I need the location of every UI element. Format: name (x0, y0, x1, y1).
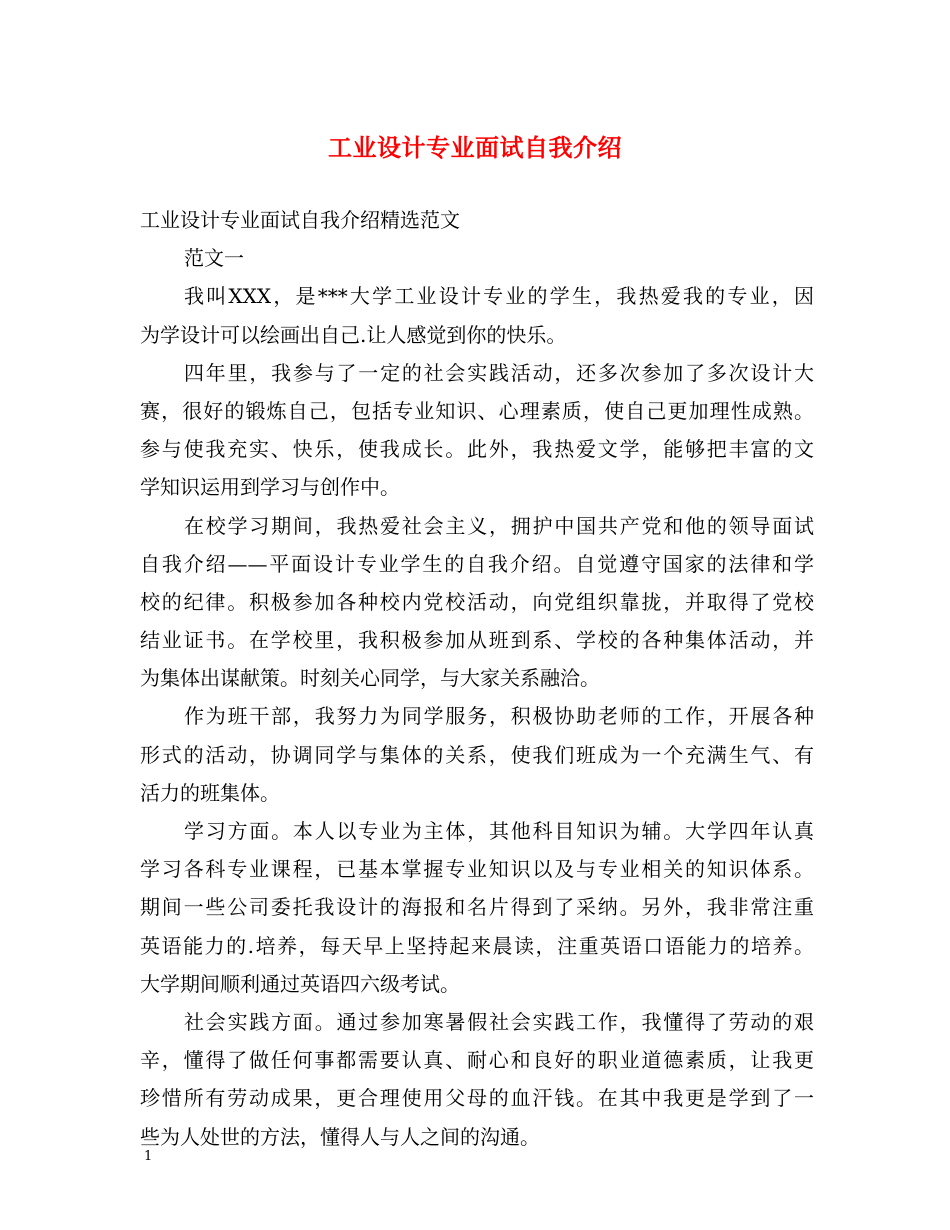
document-body (140, 201, 814, 1156)
body-line: 社会实践方面。通过参加寒暑假社会实践工作，我懂得了劳动的艰 (184, 1009, 814, 1034)
body-line: 大学期间顺利通过英语四六级考试。 (140, 971, 460, 996)
body-line: 在校学习期间，我热爱社会主义，拥护中国共产党和他的领导面试 (184, 513, 814, 538)
body-line: 活力的班集体。 (140, 780, 280, 805)
body-line: 学习方面。本人以专业为主体，其他科目知识为辅。大学四年认真 (184, 819, 814, 843)
body-line: 为集体出谋献策。时刻关心同学，与大家关系融洽。 (140, 666, 600, 691)
body-line: 期间一些公司委托我设计的海报和名片得到了采纳。另外，我非常注重 (140, 895, 814, 920)
body-line: 辛，懂得了做任何事都需要认真、耐心和良好的职业道德素质，让我更 (140, 1048, 814, 1073)
body-line: 为学设计可以绘画出自己.让人感觉到你的快乐。 (140, 322, 567, 347)
body-line: 形式的活动，协调同学与集体的关系，使我们班成为一个充满生气、有 (140, 742, 814, 767)
body-line: 学习各科专业课程，已基本掌握专业知识以及与专业相关的知识体系。 (140, 857, 814, 882)
body-line: 作为班干部，我努力为同学服务，积极协助老师的工作，开展各种 (184, 704, 814, 729)
body-line: 些为人处世的方法，懂得人与人之间的沟通。 (140, 1124, 540, 1149)
body-line: 英语能力的.培养，每天早上坚持起来晨读，注重英语口语能力的培养。 (140, 933, 814, 958)
body-line: 我叫XXX，是***大学工业设计专业的学生，我热爱我的专业，因 (184, 284, 814, 309)
document-title: 工业设计专业面试自我介绍 (328, 133, 622, 162)
page-number: 1 (144, 1149, 153, 1164)
body-line: 工业设计专业面试自我介绍精选范文 (140, 208, 460, 232)
body-line: 参与使我充实、快乐，使我成长。此外，我热爱文学，能够把丰富的文 (140, 437, 814, 462)
body-line: 校的纪律。积极参加各种校内党校活动，向党组织靠拢，并取得了党校 (140, 589, 814, 614)
body-line: 四年里，我参与了一定的社会实践活动，还多次参加了多次设计大 (184, 360, 814, 385)
body-line: 自我介绍——平面设计专业学生的自我介绍。自觉遵守国家的法律和学 (140, 551, 814, 576)
body-line: 范文一 (184, 246, 244, 271)
body-line: 学知识运用到学习与创作中。 (140, 475, 400, 500)
body-line: 赛，很好的锻炼自己，包括专业知识、心理素质，使自己更加理性成熟。 (140, 398, 814, 423)
body-line: 珍惜所有劳动成果，更合理使用父母的血汗钱。在其中我更是学到了一 (140, 1086, 814, 1111)
body-line: 结业证书。在学校里，我积极参加从班到系、学校的各种集体活动，并 (140, 628, 814, 653)
